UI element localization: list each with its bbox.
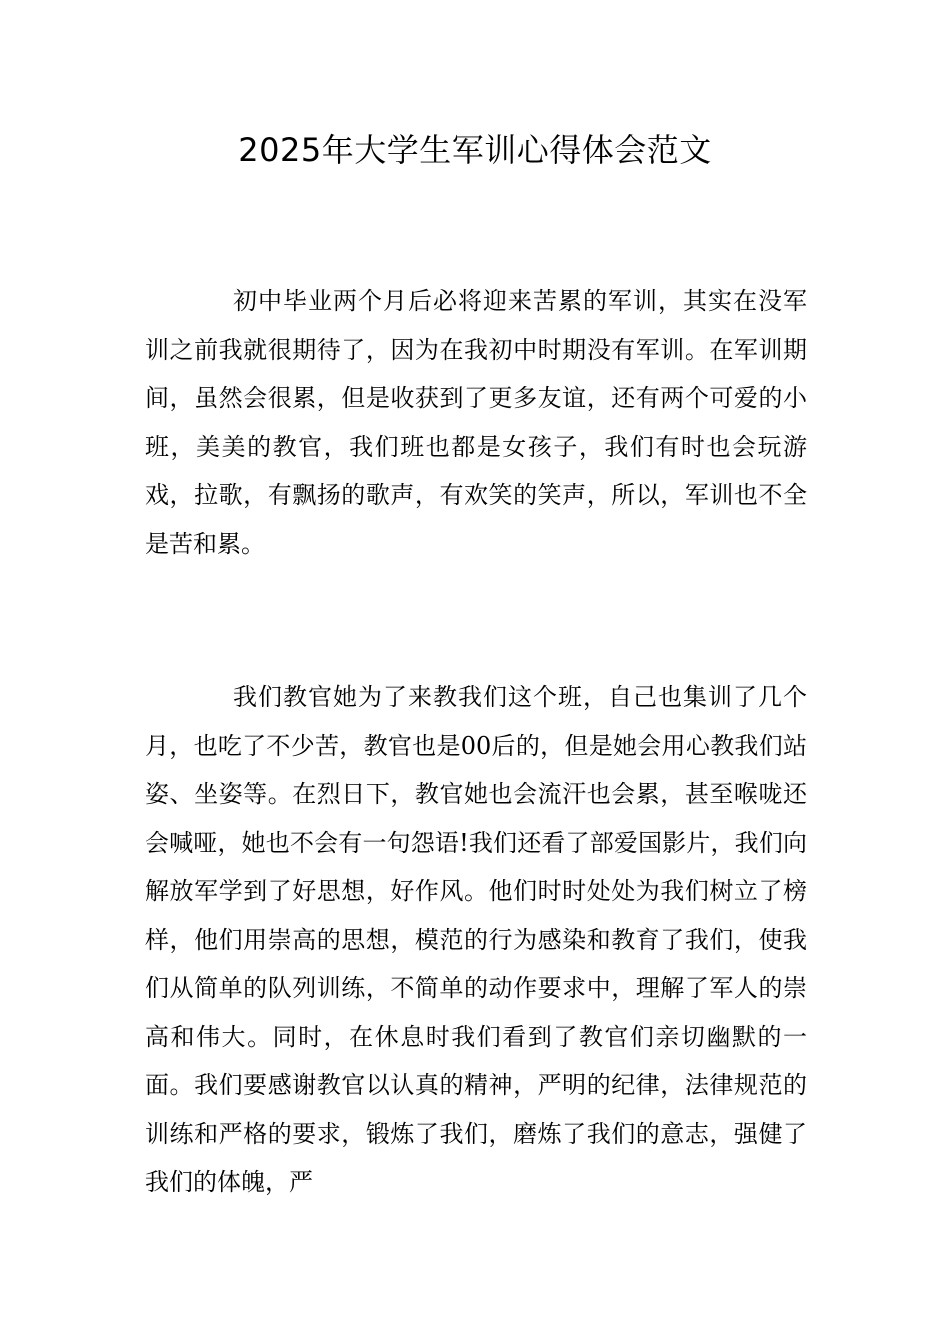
paragraph-1: 初中毕业两个月后必将迎来苦累的军训，其实在没军训之前我就很期待了，因为在我初中时期没有军训。在军训期间，虽然会很累，但是收获到了更多友谊，还有两个可爱的小班，美美的教官，我们班也都是女孩子，我们有时也会玩游戏，拉歌，有飘扬的歌声，有欢笑的笑声，所以，军训也不全是苦和累。 xyxy=(145,287,807,558)
paragraph-2: 我们教官她为了来教我们这个班，自己也集训了几个月，也吃了不少苦，教官也是00后的，但是她会用心教我们站姿、坐姿等。在烈日下，教官她也会流汗也会累，甚至喉咙还会喊哑，她也不会有一句怨语!我们还看了部爱国影片，我们向解放军学到了好思想，好作风。他们时时处处为我们树立了榜样，他们用崇高的思想，模范的行为感染和教育了我们，使我们从简单的队列训练，不简单的动作要求中，理解了军人的崇高和伟大。同时，在休息时我们看到了教官们亲切幽默的一面。我们要感谢教官以认真的精神，严明的纪律，法律规范的训练和严格的要求，锻炼了我们，磨炼了我们的意志，强健了我们的体魄，严 xyxy=(145,683,807,1196)
document-title: 2025年大学生军训心得体会范文 xyxy=(238,131,712,169)
